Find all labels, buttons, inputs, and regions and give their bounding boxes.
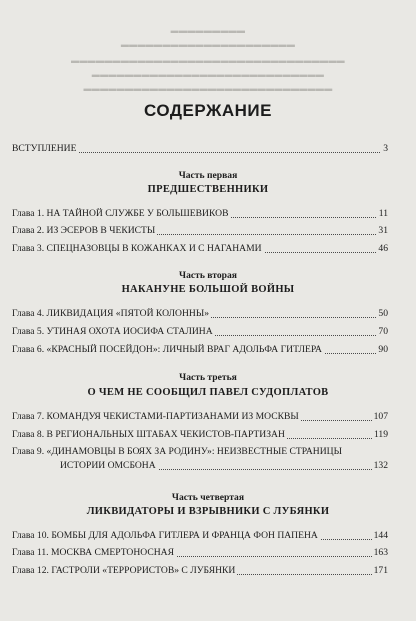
- toc-entry-label: Глава 9. «ДИНАМОВЦЫ В БОЯХ ЗА РОДИНУ»: НЕИЗВЕСТНЫЕ СТРАНИЦЫ: [12, 446, 342, 457]
- toc-entry[interactable]: [12, 207, 388, 221]
- toc-entry[interactable]: [12, 445, 388, 473]
- part-title: О ЧЕМ НЕ СООБЩИЛ ПАВЕЛ СУДОПЛАТОВ: [87, 387, 329, 398]
- part-title: ЛИКВИДАТОРЫ И ВЗРЫВНИКИ С ЛУБЯНКИ: [86, 506, 330, 517]
- bleed-through-line: ▬▬▬▬▬▬▬▬▬▬▬▬▬▬▬▬▬▬▬▬▬▬▬▬▬▬▬▬: [91, 70, 325, 79]
- toc-entry[interactable]: [12, 307, 388, 321]
- part-title: НАКАНУНЕ БОЛЬШОЙ ВОЙНЫ: [121, 284, 295, 295]
- toc-entry-page: 171: [373, 565, 388, 576]
- toc-entry-page: 70: [378, 326, 388, 337]
- toc-entry-page: 163: [373, 547, 388, 558]
- toc-entry-label: Глава 12. ГАСТРОЛИ «ТЕРРОРИСТОВ» С ЛУБЯНКИ: [12, 565, 236, 576]
- bleed-through-line: ▬▬▬▬▬▬▬▬▬: [170, 26, 246, 35]
- part-title: ПРЕДШЕСТВЕННИКИ: [147, 184, 269, 195]
- bleed-through-line: ▬▬▬▬▬▬▬▬▬▬▬▬▬▬▬▬▬▬▬▬▬▬▬▬▬▬▬▬▬▬▬▬▬: [71, 56, 345, 65]
- toc-entry[interactable]: [12, 242, 388, 256]
- toc-entry[interactable]: [12, 325, 388, 339]
- part-label: Часть вторая: [179, 270, 237, 281]
- toc-entry-label: Глава 6. «КРАСНЫЙ ПОСЕЙДОН»: ЛИЧНЫЙ ВРАГ АДОЛЬФА ГИТЛЕРА: [12, 344, 322, 355]
- toc-entry[interactable]: [12, 410, 388, 424]
- toc-entry-page: 46: [378, 243, 388, 254]
- toc-entry-label: Глава 7. КОМАНДУЯ ЧЕКИСТАМИ-ПАРТИЗАНАМИ ИЗ МОСКВЫ: [12, 411, 299, 422]
- toc-entry[interactable]: [12, 529, 388, 543]
- toc-entry-label-continued: ИСТОРИИ ОМСБОНА: [60, 460, 156, 471]
- toc-entry-page: 107: [373, 411, 388, 422]
- toc-entry[interactable]: [12, 564, 388, 578]
- page-title: СОДЕРЖАНИЕ: [144, 101, 272, 120]
- toc-entry-label: Глава 10. БОМБЫ ДЛЯ АДОЛЬФА ГИТЛЕРА И ФРАНЦА ФОН ПАПЕНА: [12, 530, 318, 541]
- toc-entry-page: 119: [373, 429, 388, 440]
- bleed-through-line: ▬▬▬▬▬▬▬▬▬▬▬▬▬▬▬▬▬▬▬▬▬▬▬▬▬▬▬▬▬▬: [83, 84, 333, 93]
- toc-entry-label: Глава 11. МОСКВА СМЕРТОНОСНАЯ: [12, 547, 174, 558]
- toc-entry[interactable]: [12, 546, 388, 560]
- toc-entry-label: Глава 1. НА ТАЙНОЙ СЛУЖБЕ У БОЛЬШЕВИКОВ: [12, 208, 229, 219]
- toc-entry-intro[interactable]: [12, 142, 388, 156]
- toc-entry-label: Глава 8. В РЕГИОНАЛЬНЫХ ШТАБАХ ЧЕКИСТОВ-ПАРТИЗАН: [12, 429, 285, 440]
- part-label: Часть третья: [179, 372, 237, 383]
- toc-entry[interactable]: [12, 343, 388, 357]
- part-label: Часть четвертая: [171, 492, 245, 503]
- toc-entry-label: Глава 2. ИЗ ЭСЕРОВ В ЧЕКИСТЫ: [12, 225, 156, 236]
- toc-entry-page: 50: [378, 308, 388, 319]
- toc-entry-page: 132: [373, 460, 388, 471]
- part-label: Часть первая: [178, 170, 238, 181]
- toc-entry-label: Глава 4. ЛИКВИДАЦИЯ «ПЯТОЙ КОЛОННЫ»: [12, 308, 209, 319]
- toc-entry-label: Глава 3. СПЕЦНАЗОВЦЫ В КОЖАНКАХ И С НАГАНАМИ: [12, 243, 262, 254]
- toc-entry[interactable]: [12, 224, 388, 238]
- toc-entry-page: 3: [383, 143, 388, 154]
- toc-entry-page: 11: [378, 208, 388, 219]
- toc-entry[interactable]: [12, 428, 388, 442]
- toc-entry-page: 31: [378, 225, 388, 236]
- toc-entry-label: Глава 5. УТИНАЯ ОХОТА ИОСИФА СТАЛИНА: [12, 326, 213, 337]
- toc-entry-page: 144: [373, 530, 388, 541]
- toc-entry-label: ВСТУПЛЕНИЕ: [12, 143, 77, 154]
- bleed-through-line: ▬▬▬▬▬▬▬▬▬▬▬▬▬▬▬▬▬▬▬▬▬: [120, 40, 296, 49]
- toc-entry-page: 90: [378, 344, 388, 355]
